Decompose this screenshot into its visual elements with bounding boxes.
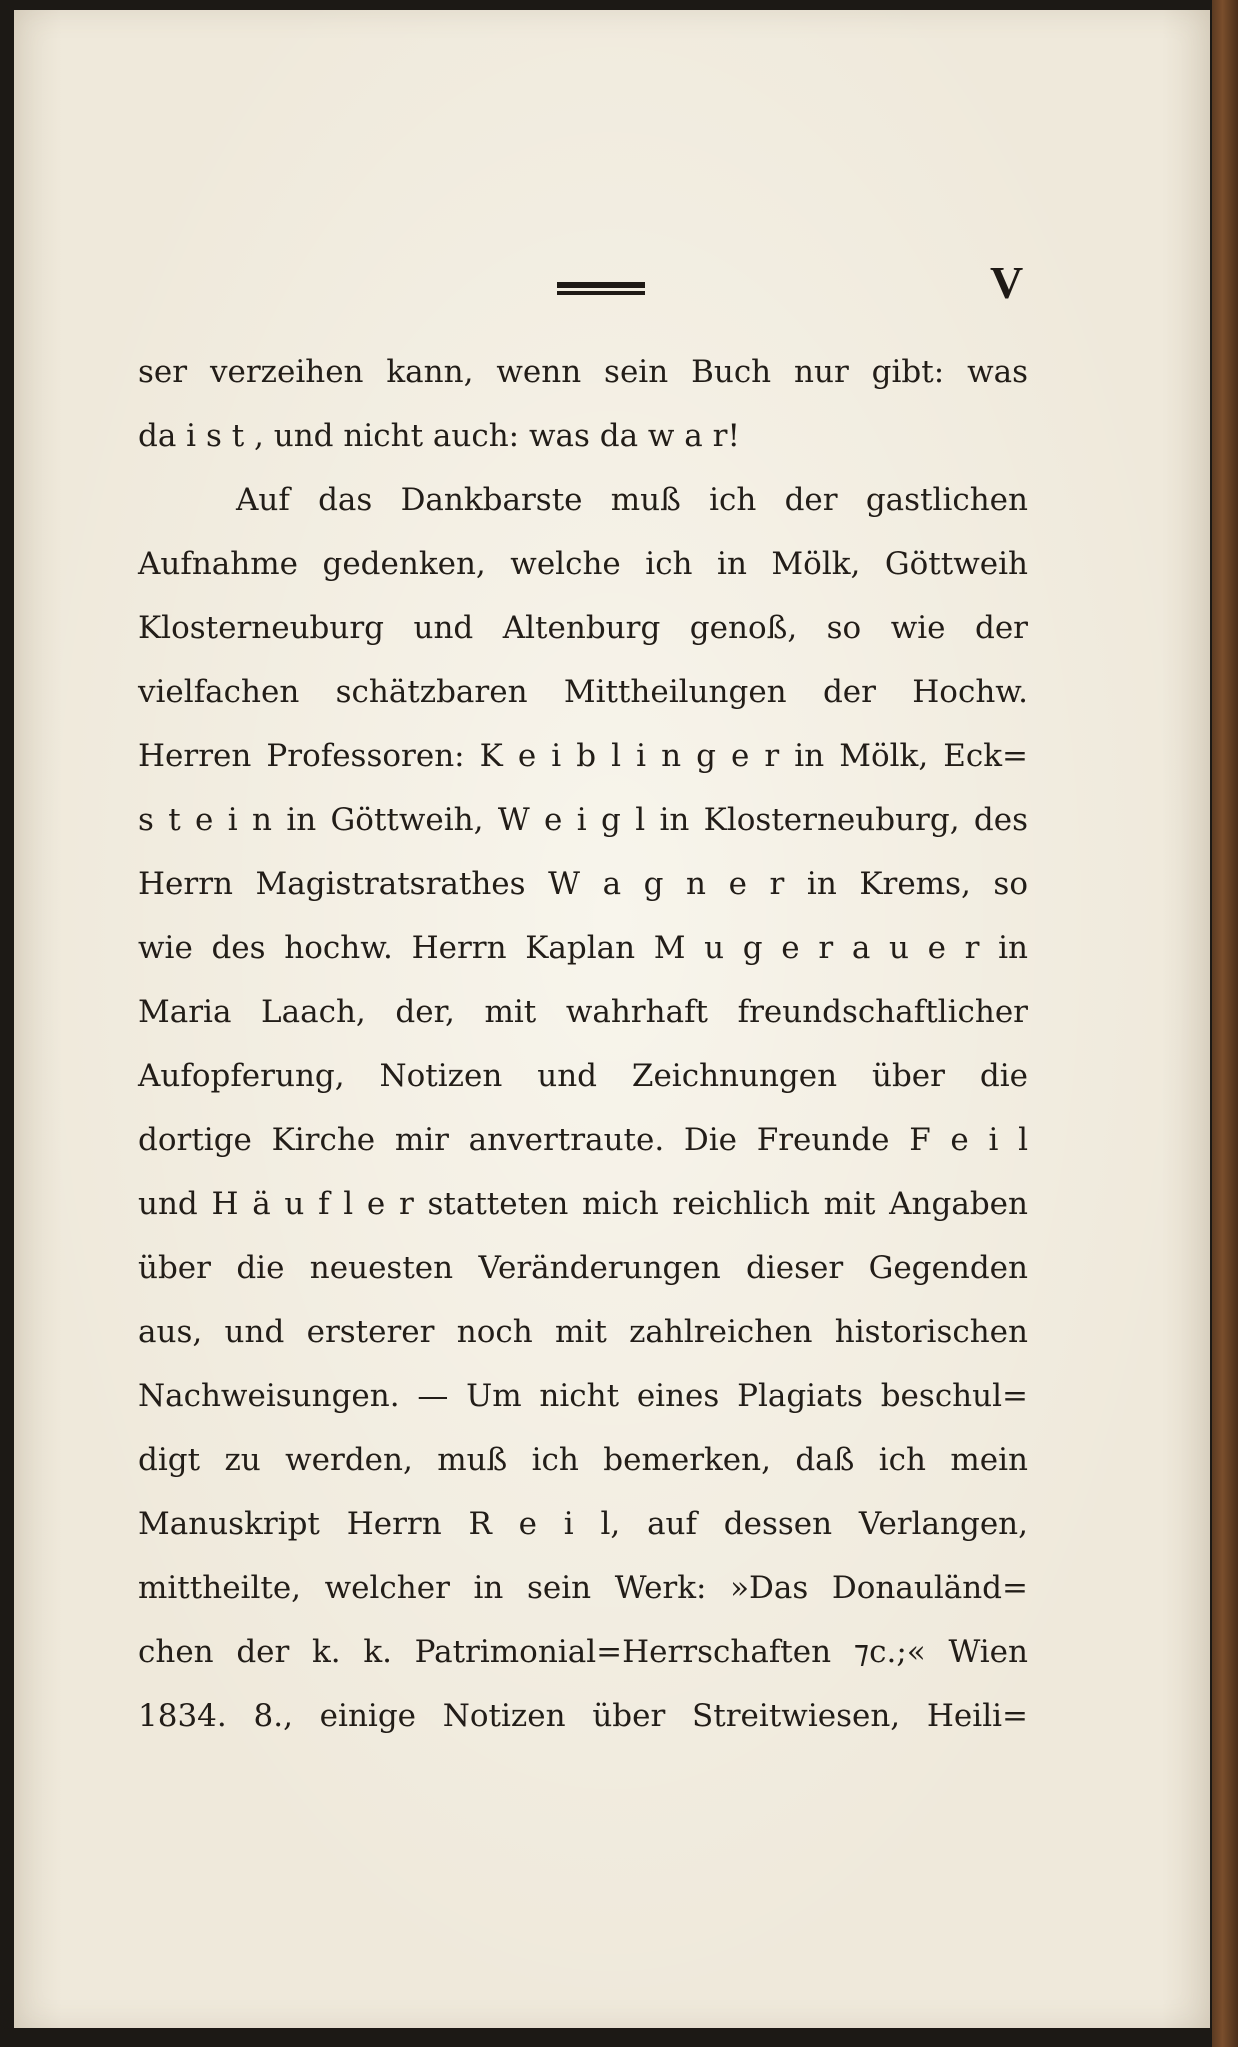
book-page	[14, 10, 1210, 2028]
text-line: über die neuesten Veränderungen dieser Gegenden	[138, 1250, 1028, 1286]
text-line: wie des hochw. Herrn Kaplan M u g e r a u e r in	[138, 930, 1028, 966]
text-line: Herrn Magistratsrathes W a g n e r in Krems, so	[138, 866, 1028, 902]
book-cover-edge	[1212, 0, 1238, 2047]
text-line: dortige Kirche mir anvertraute. Die Freunde F e i l	[138, 1122, 1028, 1158]
header-rule	[557, 282, 645, 296]
text-line: chen der k. k. Patrimonial=Herrschaften ⁊c.;« Wien	[138, 1634, 1028, 1670]
text-line: da i s t , und nicht auch: was da w a r!	[138, 418, 740, 454]
text-line: mittheilte, welcher in sein Werk: »Das Donauländ=	[138, 1570, 1028, 1606]
text-line: Maria Laach, der, mit wahrhaft freundschaftlicher	[138, 994, 1028, 1030]
text-line: und H ä u f l e r statteten mich reichlich mit Angaben	[138, 1186, 1028, 1222]
text-line: Auf das Dankbarste muß ich der gastlichen	[236, 482, 1028, 518]
header-rule-thin	[557, 291, 645, 295]
text-line: 1834. 8., einige Notizen über Streitwiesen, Heili=	[138, 1698, 1028, 1734]
page-number: V	[990, 257, 1025, 308]
header-rule-thick	[557, 282, 645, 288]
text-line: aus, und ersterer noch mit zahlreichen historischen	[138, 1314, 1028, 1350]
text-line: Aufopferung, Notizen und Zeichnungen über die	[138, 1058, 1028, 1094]
text-line: Klosterneuburg und Altenburg genoß, so wie der	[138, 610, 1028, 646]
text-line: Herren Professoren: K e i b l i n g e r in Mölk, Eck=	[138, 738, 1028, 774]
text-line: s t e i n in Göttweih, W e i g l in Klosterneuburg, des	[138, 802, 1028, 838]
text-line: ser verzeihen kann, wenn sein Buch nur gibt: was	[138, 354, 1028, 390]
text-line: vielfachen schätzbaren Mittheilungen der Hochw.	[138, 674, 1028, 710]
body-text	[138, 340, 1028, 1748]
text-line: digt zu werden, muß ich bemerken, daß ich mein	[138, 1442, 1028, 1478]
text-line: Manuskript Herrn R e i l, auf dessen Verlangen,	[138, 1506, 1028, 1542]
text-line: Nachweisungen. — Um nicht eines Plagiats beschul=	[138, 1378, 1028, 1414]
text-line: Aufnahme gedenken, welche ich in Mölk, Göttweih	[138, 546, 1028, 582]
